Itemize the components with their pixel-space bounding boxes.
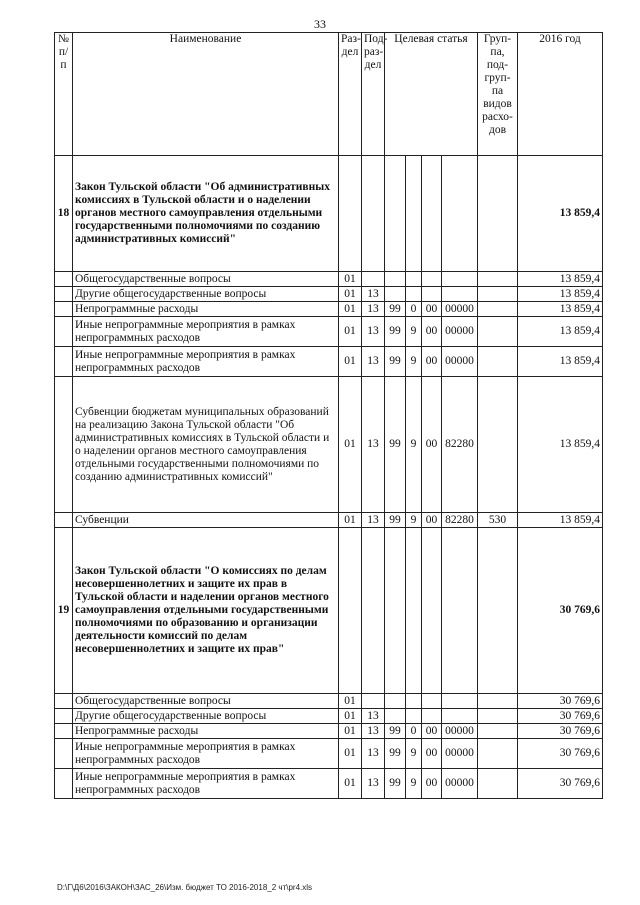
cell-subsection: 13 xyxy=(362,377,385,513)
table-body xyxy=(55,156,603,799)
cell-target-subprogram: 9 xyxy=(406,739,422,769)
cell-target-subprogram xyxy=(406,528,422,694)
cell-target-direction xyxy=(442,272,478,287)
cell-number xyxy=(55,694,73,709)
cell-section: 01 xyxy=(339,739,362,769)
cell-target-program: 99 xyxy=(385,302,406,317)
cell-subsection: 13 xyxy=(362,347,385,377)
cell-target-direction xyxy=(442,694,478,709)
table-row xyxy=(55,302,603,317)
cell-target-direction: 00000 xyxy=(442,302,478,317)
cell-target-program: 99 xyxy=(385,769,406,799)
cell-target-program: 99 xyxy=(385,739,406,769)
cell-name: Субвенции бюджетам муниципальных образований на реализацию Закона Тульской области "Об административных комиссиях в Тульской области и о наделении органов местного самоуправления отдельными государственными полномочиями по созданию административных комиссий" xyxy=(73,377,339,513)
cell-section: 01 xyxy=(339,513,362,528)
cell-target-direction xyxy=(442,287,478,302)
cell-target-direction: 82280 xyxy=(442,513,478,528)
cell-section xyxy=(339,156,362,272)
table-row xyxy=(55,272,603,287)
cell-amount-2016: 13 859,4 xyxy=(518,156,603,272)
cell-number xyxy=(55,513,73,528)
cell-target-main: 00 xyxy=(422,769,442,799)
cell-target-program: 99 xyxy=(385,513,406,528)
cell-number: 18 xyxy=(55,156,73,272)
table-row xyxy=(55,528,603,694)
cell-amount-2016: 13 859,4 xyxy=(518,302,603,317)
cell-section xyxy=(339,528,362,694)
cell-target-main xyxy=(422,709,442,724)
cell-name: Иные непрограммные мероприятия в рамках непрограммных расходов xyxy=(73,769,339,799)
cell-subsection: 13 xyxy=(362,287,385,302)
cell-target-direction: 00000 xyxy=(442,347,478,377)
header-name: Наименование xyxy=(73,33,339,156)
cell-target-subprogram: 9 xyxy=(406,769,422,799)
page-number: 33 xyxy=(314,17,326,31)
cell-target-direction xyxy=(442,709,478,724)
cell-subsection xyxy=(362,272,385,287)
cell-target-main xyxy=(422,272,442,287)
cell-subsection: 13 xyxy=(362,724,385,739)
budget-table xyxy=(54,32,603,799)
cell-subsection: 13 xyxy=(362,709,385,724)
cell-target-main: 00 xyxy=(422,302,442,317)
cell-target-subprogram: 9 xyxy=(406,513,422,528)
cell-section: 01 xyxy=(339,694,362,709)
table-row xyxy=(55,347,603,377)
cell-subsection: 13 xyxy=(362,513,385,528)
cell-subsection xyxy=(362,156,385,272)
cell-name: Непрограммные расходы xyxy=(73,724,339,739)
cell-target-subprogram xyxy=(406,156,422,272)
cell-number xyxy=(55,739,73,769)
header-group: Груп-па, под-груп-па видов расхо-дов xyxy=(478,33,518,156)
cell-subsection: 13 xyxy=(362,302,385,317)
cell-name: Непрограммные расходы xyxy=(73,302,339,317)
cell-expense-group xyxy=(478,156,518,272)
cell-target-subprogram: 9 xyxy=(406,377,422,513)
cell-target-main: 00 xyxy=(422,317,442,347)
cell-expense-group xyxy=(478,302,518,317)
cell-subsection: 13 xyxy=(362,769,385,799)
header-subsection: Под-раз-дел xyxy=(362,33,385,156)
cell-target-subprogram: 9 xyxy=(406,317,422,347)
cell-target-main xyxy=(422,156,442,272)
header-row xyxy=(55,33,603,156)
cell-target-program: 99 xyxy=(385,724,406,739)
cell-section: 01 xyxy=(339,347,362,377)
cell-target-direction: 00000 xyxy=(442,739,478,769)
cell-subsection xyxy=(362,528,385,694)
cell-number xyxy=(55,272,73,287)
cell-amount-2016: 13 859,4 xyxy=(518,317,603,347)
cell-target-program xyxy=(385,528,406,694)
cell-target-program xyxy=(385,156,406,272)
cell-subsection xyxy=(362,694,385,709)
cell-name: Другие общегосударственные вопросы xyxy=(73,287,339,302)
cell-name: Закон Тульской области "Об административных комиссиях в Тульской области и о наделении органов местного самоуправления отдельными государственными полномочиями по созданию административных комиссий" xyxy=(73,156,339,272)
cell-target-direction xyxy=(442,528,478,694)
cell-expense-group xyxy=(478,739,518,769)
cell-target-subprogram: 0 xyxy=(406,302,422,317)
cell-target-program xyxy=(385,287,406,302)
cell-target-main: 00 xyxy=(422,377,442,513)
table-row xyxy=(55,377,603,513)
cell-amount-2016: 30 769,6 xyxy=(518,528,603,694)
cell-amount-2016: 30 769,6 xyxy=(518,694,603,709)
cell-target-subprogram xyxy=(406,287,422,302)
cell-name: Общегосударственные вопросы xyxy=(73,694,339,709)
cell-number: 19 xyxy=(55,528,73,694)
cell-name: Иные непрограммные мероприятия в рамках непрограммных расходов xyxy=(73,317,339,347)
cell-target-direction: 00000 xyxy=(442,724,478,739)
cell-target-main xyxy=(422,287,442,302)
cell-section: 01 xyxy=(339,377,362,513)
cell-number xyxy=(55,769,73,799)
cell-target-direction xyxy=(442,156,478,272)
cell-target-subprogram xyxy=(406,709,422,724)
table-row xyxy=(55,739,603,769)
cell-target-subprogram: 9 xyxy=(406,347,422,377)
cell-target-main: 00 xyxy=(422,513,442,528)
cell-expense-group xyxy=(478,694,518,709)
cell-number xyxy=(55,377,73,513)
cell-expense-group xyxy=(478,528,518,694)
cell-expense-group: 530 xyxy=(478,513,518,528)
table-row xyxy=(55,287,603,302)
file-path-footer: D:\Г\Д6\2016\ЗАКОН\ЗАС_26\Изм. бюджет ТО 2016-2018_2 чт\pr4.xls xyxy=(57,883,313,892)
cell-amount-2016: 30 769,6 xyxy=(518,739,603,769)
cell-target-program: 99 xyxy=(385,377,406,513)
cell-name: Иные непрограммные мероприятия в рамках непрограммных расходов xyxy=(73,739,339,769)
cell-expense-group xyxy=(478,272,518,287)
cell-amount-2016: 13 859,4 xyxy=(518,347,603,377)
cell-amount-2016: 30 769,6 xyxy=(518,724,603,739)
cell-section: 01 xyxy=(339,317,362,347)
cell-target-program: 99 xyxy=(385,347,406,377)
cell-target-main: 00 xyxy=(422,724,442,739)
cell-amount-2016: 30 769,6 xyxy=(518,769,603,799)
cell-target-program xyxy=(385,694,406,709)
cell-section: 01 xyxy=(339,272,362,287)
cell-amount-2016: 13 859,4 xyxy=(518,513,603,528)
cell-expense-group xyxy=(478,287,518,302)
cell-expense-group xyxy=(478,709,518,724)
header-year: 2016 год xyxy=(518,33,603,156)
header-no: № п/п xyxy=(55,33,73,156)
cell-target-main xyxy=(422,528,442,694)
cell-section: 01 xyxy=(339,302,362,317)
cell-target-program xyxy=(385,709,406,724)
cell-number xyxy=(55,302,73,317)
cell-expense-group xyxy=(478,377,518,513)
cell-amount-2016: 13 859,4 xyxy=(518,272,603,287)
cell-section: 01 xyxy=(339,724,362,739)
cell-number xyxy=(55,287,73,302)
cell-target-program: 99 xyxy=(385,317,406,347)
table-row xyxy=(55,513,603,528)
cell-target-subprogram xyxy=(406,272,422,287)
header-section: Раз-дел xyxy=(339,33,362,156)
table-row xyxy=(55,724,603,739)
table-row xyxy=(55,317,603,347)
cell-target-subprogram xyxy=(406,694,422,709)
cell-expense-group xyxy=(478,317,518,347)
table-row xyxy=(55,156,603,272)
cell-target-main: 00 xyxy=(422,347,442,377)
cell-name: Иные непрограммные мероприятия в рамках непрограммных расходов xyxy=(73,347,339,377)
cell-expense-group xyxy=(478,347,518,377)
cell-section: 01 xyxy=(339,709,362,724)
table-row xyxy=(55,769,603,799)
cell-amount-2016: 13 859,4 xyxy=(518,377,603,513)
cell-subsection: 13 xyxy=(362,739,385,769)
cell-target-direction: 00000 xyxy=(442,769,478,799)
cell-amount-2016: 13 859,4 xyxy=(518,287,603,302)
cell-name: Другие общегосударственные вопросы xyxy=(73,709,339,724)
cell-expense-group xyxy=(478,769,518,799)
cell-target-direction: 00000 xyxy=(442,317,478,347)
cell-name: Закон Тульской области "О комиссиях по делам несовершеннолетних и защите их прав в Тульской области и наделении органов местного самоуправления отдельными государственными полномочиями по образованию и организации деятельности комиссий по делам несовершеннолетних и защите их прав" xyxy=(73,528,339,694)
cell-number xyxy=(55,347,73,377)
cell-number xyxy=(55,709,73,724)
cell-target-subprogram: 0 xyxy=(406,724,422,739)
header-target: Целевая статья xyxy=(385,33,478,156)
cell-subsection: 13 xyxy=(362,317,385,347)
cell-target-program xyxy=(385,272,406,287)
cell-section: 01 xyxy=(339,287,362,302)
cell-target-main xyxy=(422,694,442,709)
table-row xyxy=(55,709,603,724)
cell-section: 01 xyxy=(339,769,362,799)
cell-number xyxy=(55,724,73,739)
cell-number xyxy=(55,317,73,347)
table-row xyxy=(55,694,603,709)
cell-target-main: 00 xyxy=(422,739,442,769)
cell-expense-group xyxy=(478,724,518,739)
cell-amount-2016: 30 769,6 xyxy=(518,709,603,724)
cell-name: Общегосударственные вопросы xyxy=(73,272,339,287)
cell-target-direction: 82280 xyxy=(442,377,478,513)
cell-name: Субвенции xyxy=(73,513,339,528)
